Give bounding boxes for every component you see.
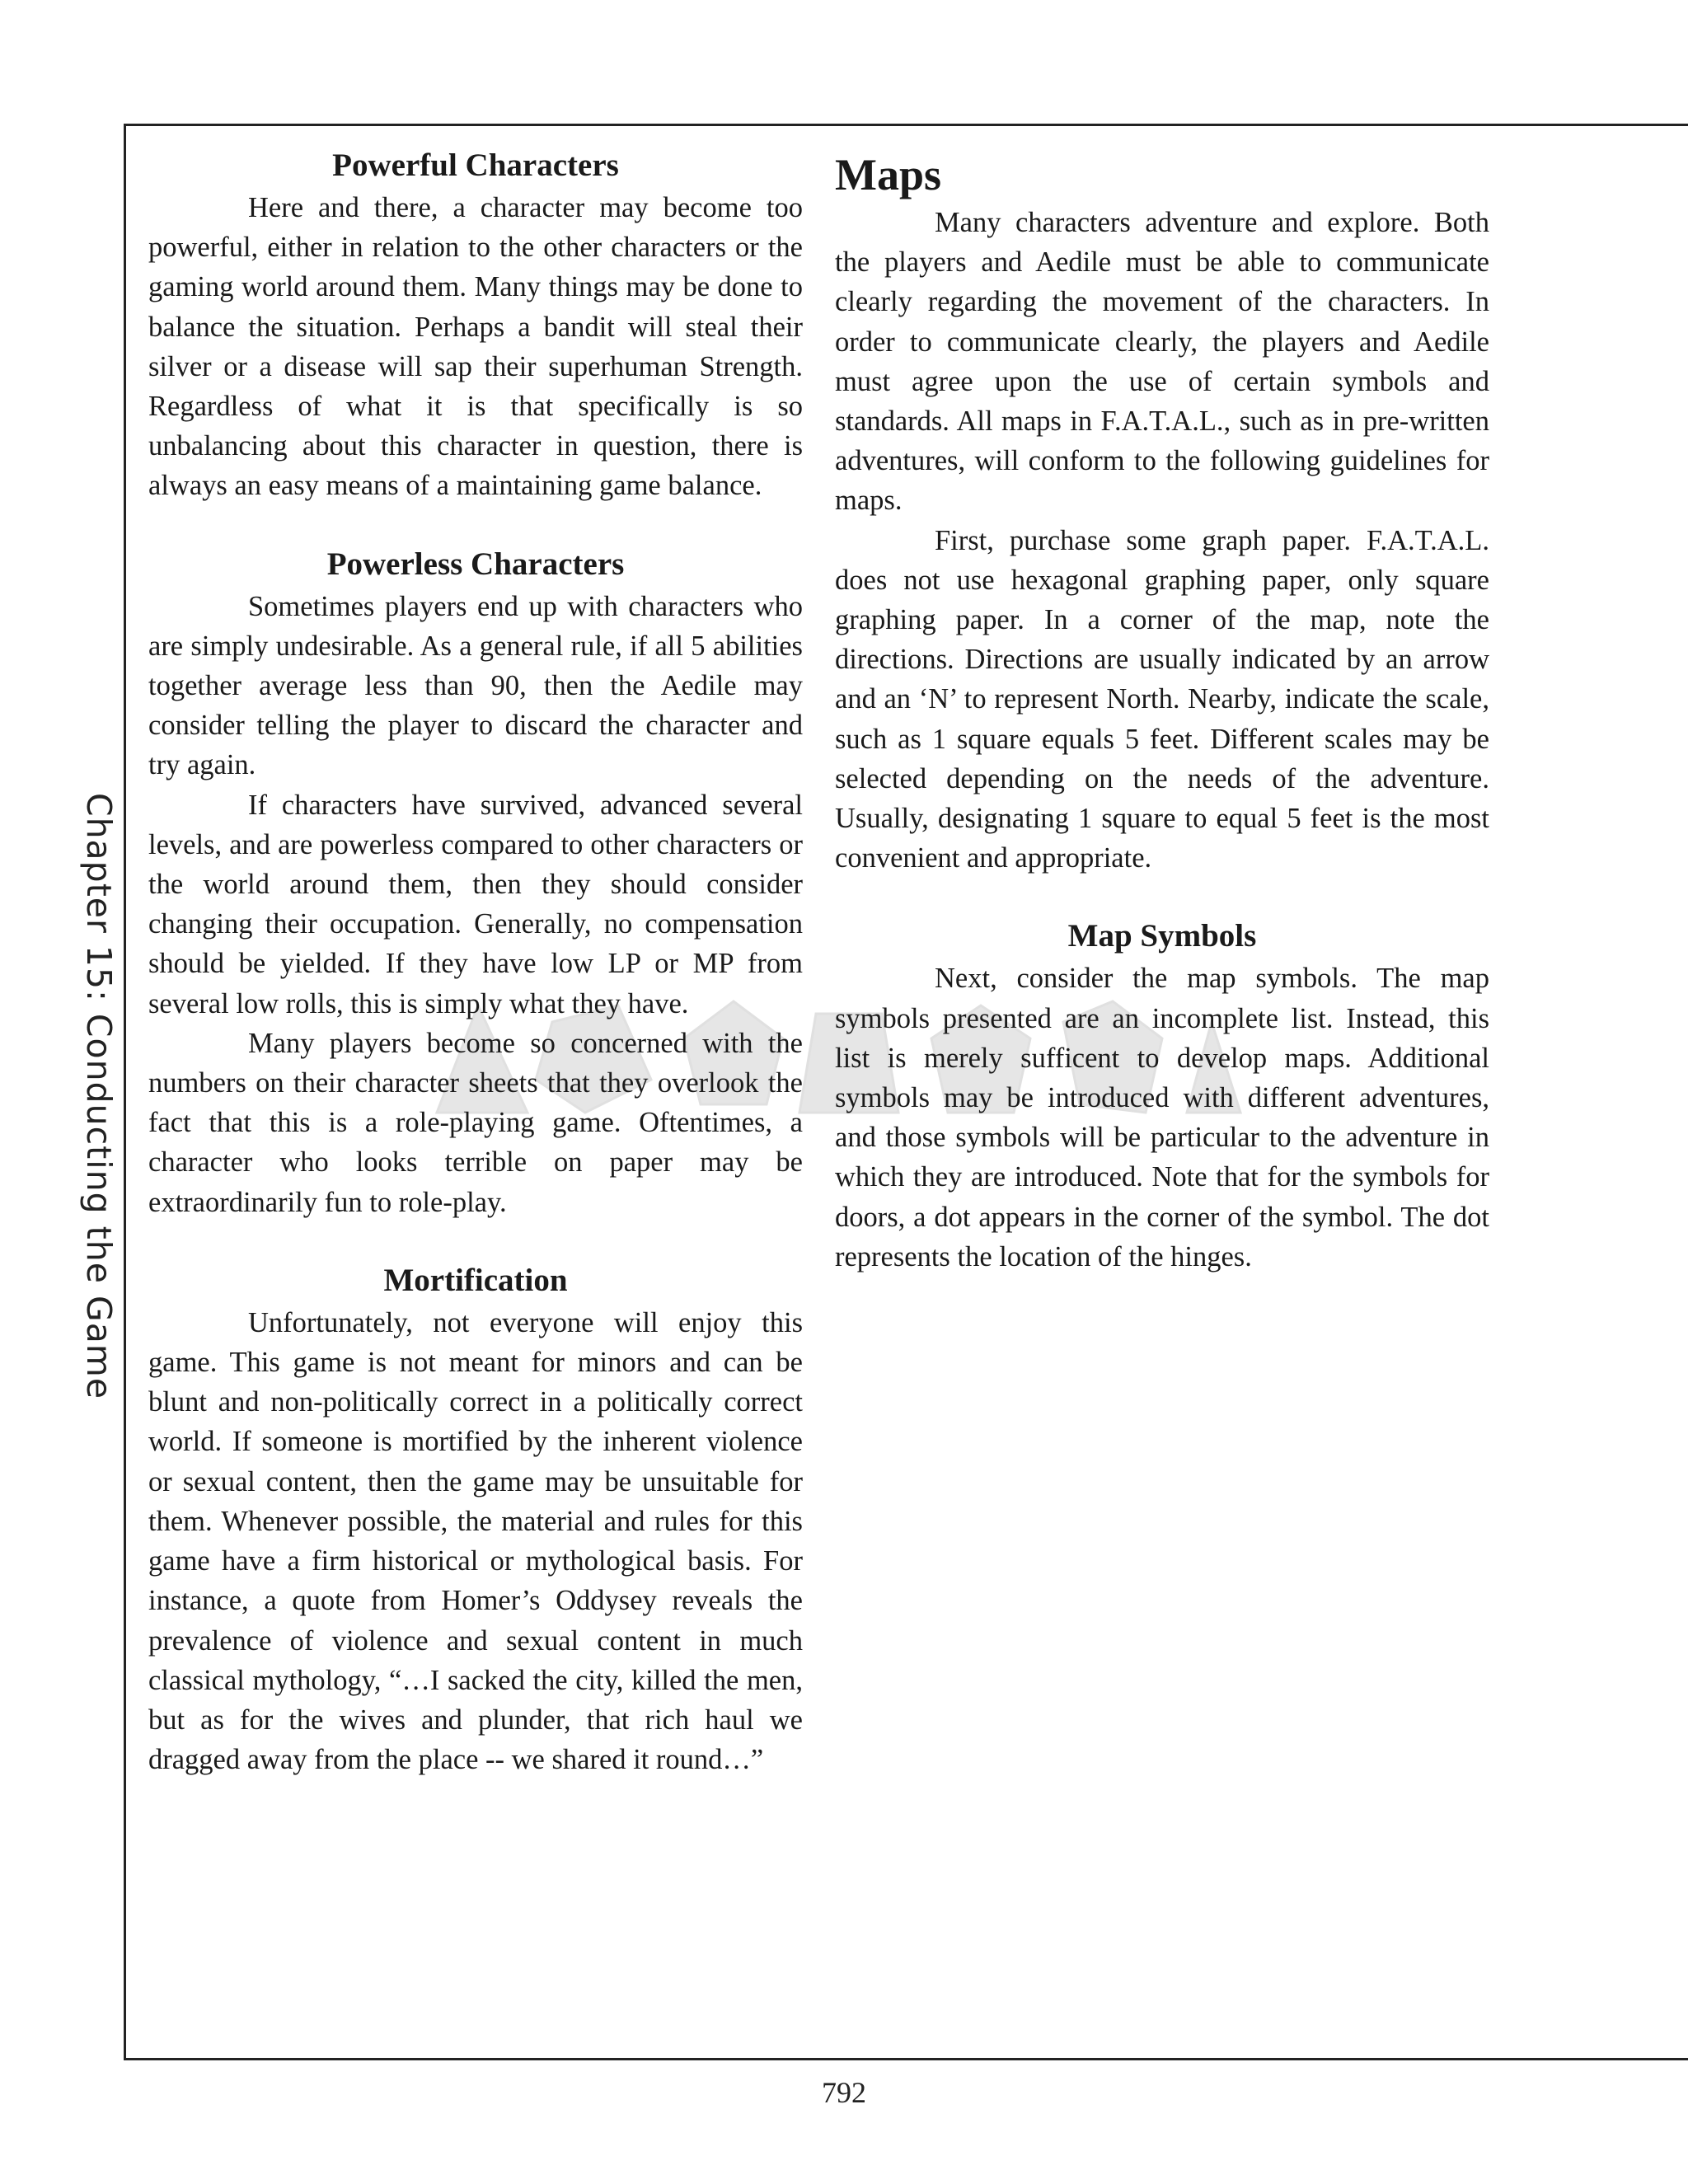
section-map-symbols bbox=[835, 916, 1489, 1277]
section-heading: Powerless Characters bbox=[326, 546, 625, 582]
section-heading: Map Symbols bbox=[1067, 918, 1257, 954]
frame-top-rule bbox=[124, 124, 1688, 126]
maps-title: Maps bbox=[835, 150, 942, 199]
frame-bottom-rule bbox=[124, 2058, 1688, 2060]
paragraph: Many players become so concerned with the numbers on their character sheets that they overlook the fact that this is a role-playing game. Oftentimes, a character who looks terrible on paper may be extraordinarily fun to role-play. bbox=[148, 1027, 803, 1218]
frame-left-rule bbox=[124, 124, 126, 2058]
paragraph: Next, consider the map symbols. The map symbols presented are an incomplete list. Instead, this list is merely sufficent to develop maps. Additional symbols may be introduced with different adventures, and those symbols will be particular to the adventure in which they are introduced. Note that for the symbols for doors, a dot appears in the corner of the symbol. The dot represents the location of the hinges. bbox=[835, 963, 1489, 1272]
paragraph: Sometimes players end up with characters who are simply undesirable. As a general rule, if all 5 abilities together average less than 90, then the Aedile may consider telling the player to discard the character and try again. bbox=[148, 590, 803, 781]
section-powerless-characters bbox=[148, 544, 803, 1222]
page-number: 792 bbox=[822, 2076, 866, 2109]
paragraph: First, purchase some graph paper. F.A.T.A.L. does not use hexagonal graphing paper, only square graphing paper. In a corner of the map, note the directions. Directions are usually indicated by an arrow and an ‘N’ to represent North. Nearby, indicate the scale, such as 1 square equals 5 feet. Different scales may be selected depending on the needs of the adventure. Usually, designating 1 square to equal 5 feet is the most convenient and appropriate. bbox=[835, 524, 1489, 874]
section-heading: Powerful Characters bbox=[332, 148, 619, 183]
section-mortification bbox=[148, 1260, 803, 1779]
chapter-label: Chapter 15: Conducting the Game bbox=[79, 792, 119, 1400]
paragraph: Unfortunately, not everyone will enjoy this game. This game is not meant for minors and can be blunt and non-politically correct in a politically correct world. If someone is mortified by the inherent violence or sexual content, then the game may be unsuitable for them. Whenever possible, the material and rules for this game have a firm historical or mythological basis. For instance, a quote from Homer’s Oddysey reveals the prevalence of violence and sexual content in much classical mythology, “…I sacked the city, killed the men, but as for the wives and plunder, that rich haul we dragged away from the place -- we shared it round…” bbox=[148, 1306, 803, 1776]
paragraph: Here and there, a character may become too powerful, either in relation to the other characters or the gaming world around them. Many things may be done to balance the situation. Perhaps a bandit will steal their silver or a disease will sap their superhuman Strength. Regardless of what it is that specifically is so unbalancing about this character in question, there is always an easy means of a maintaining game balance. bbox=[148, 192, 803, 502]
section-powerful-characters bbox=[148, 145, 803, 506]
right-column bbox=[835, 145, 1489, 1277]
paragraph: If characters have survived, advanced several levels, and are powerless compared to other characters or the world around them, then they should consider changing their occupation. Generally, no compensation should be yielded. If they have low LP or MP from several low rolls, this is simply what they have. bbox=[148, 789, 803, 1019]
paragraph: Many characters adventure and explore. Both the players and Aedile must be able to communicate clearly regarding the movement of the characters. In order to communicate clearly, the players and Aedile must agree upon the use of certain symbols and standards. All maps in F.A.T.A.L., such as in pre-written adventures, will conform to the following guidelines for maps. bbox=[835, 207, 1489, 517]
left-column bbox=[148, 145, 803, 1779]
section-heading: Mortification bbox=[383, 1262, 568, 1298]
